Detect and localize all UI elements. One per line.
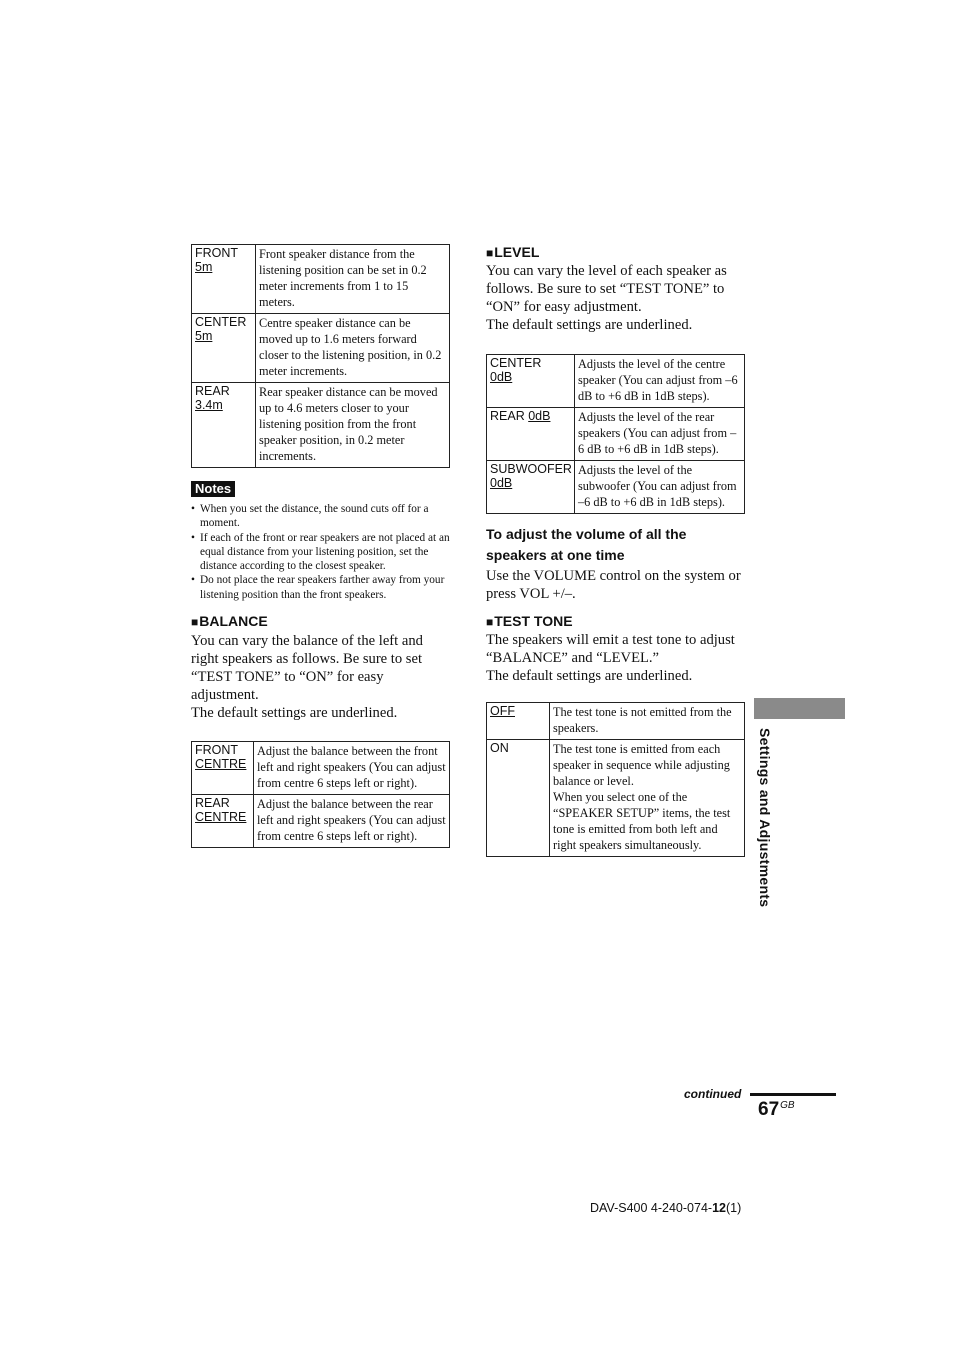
row-description: Adjust the balance between the rear left and right speakers (You can adjust from centre 6 steps left or right). (254, 795, 450, 848)
row-default: CENTRE (195, 757, 247, 772)
row-default: 0dB (528, 409, 551, 423)
row-default: CENTRE (195, 810, 247, 825)
row-description: The test tone is not emitted from the speakers. (550, 703, 745, 740)
table-row (487, 461, 745, 514)
page-number: $67^{GB}$ (758, 1099, 795, 1120)
test-tone-table (486, 702, 745, 857)
notes-list (191, 502, 450, 602)
document-code: DAV-S400 4-240-074-12(1) (590, 1201, 742, 1215)
level-default-note: The default settings are underlined. (486, 317, 693, 333)
section-tab-marker (754, 698, 845, 719)
distance-table (191, 244, 450, 468)
test-tone-intro: The speakers will emit a test tone to adjust “BALANCE” and “LEVEL.” (486, 632, 735, 666)
test-tone-heading: ■TEST TONE (486, 613, 573, 629)
test-tone-default-note: The default settings are underlined. (486, 668, 693, 684)
table-row (192, 383, 450, 468)
notes-badge: Notes (191, 481, 235, 497)
section-side-label: Settings and Adjustments (757, 728, 773, 908)
left-column (191, 244, 450, 848)
page-suffix: GB (780, 1100, 795, 1111)
row-description: Front speaker distance from the listening position can be set in 0.2 meter increments from 1 to 15 meters. (256, 245, 450, 314)
table-row (192, 245, 450, 314)
volume-heading: To adjust the volume of all the speakers at one time (486, 526, 687, 563)
row-label: REAR (490, 409, 525, 423)
table-row (487, 408, 745, 461)
row-description: Adjusts the level of the centre speaker (You can adjust from –6 dB to +6 dB in 1dB steps). (575, 355, 745, 408)
row-label: SUBWOOFER (490, 462, 572, 476)
row-description: Adjust the balance between the front left and right speakers (You can adjust from centre 6 steps left or right). (254, 742, 450, 795)
square-bullet-icon: ■ (486, 246, 494, 260)
balance-intro: You can vary the balance of the left and right speakers as follows. Be sure to set “TEST TONE” to “ON” for easy adjustment. (191, 633, 423, 704)
right-column (486, 244, 745, 857)
balance-default-note: The default settings are underlined. (191, 705, 398, 722)
row-default: 0dB (490, 370, 513, 384)
row-label: ON (490, 741, 509, 755)
row-default: 5m (195, 260, 213, 274)
continued-rule (750, 1093, 836, 1096)
row-default: 5m (195, 329, 213, 343)
row-label: OFF (490, 704, 515, 718)
row-description: Adjusts the level of the rear speakers (You can adjust from –6 dB to +6 dB in 1dB steps). (575, 408, 745, 461)
square-bullet-icon: ■ (486, 615, 494, 629)
row-description: Centre speaker distance can be moved up to 1.6 meters forward closer to the listening position, in 0.2 meter increments. (256, 314, 450, 383)
row-description: The test tone is emitted from each speaker in sequence while adjusting balance or level. When you select one of the “SPEAKER SETUP” items, the test tone is emitted from both left and right speakers simultaneously. (550, 740, 745, 857)
table-row (487, 740, 745, 857)
row-default: 3.4m (195, 398, 223, 412)
note-item: • When you set the distance, the sound cuts off for a moment. (191, 502, 450, 531)
level-intro: You can vary the level of each speaker as follows. Be sure to set “TEST TONE” to “ON” for easy adjustment. (486, 263, 727, 315)
volume-para: Use the VOLUME control on the system or press VOL +/–. (486, 568, 741, 602)
table-row (192, 795, 450, 848)
level-table (486, 354, 745, 514)
row-description: Rear speaker distance can be moved up to 4.6 meters closer to your listening position from the front speaker position, in 0.2 meter increments. (256, 383, 450, 468)
level-heading: ■LEVEL (486, 244, 540, 260)
row-label: FRONT (195, 743, 239, 758)
row-description: Adjusts the level of the subwoofer (You can adjust from –6 dB to +6 dB in 1dB steps). (575, 461, 745, 514)
table-row (487, 703, 745, 740)
note-item: • Do not place the rear speakers farther away from your listening position than the front speakers. (191, 573, 450, 602)
row-default: 0dB (490, 476, 513, 490)
row-label: FRONT (195, 246, 239, 260)
table-row (192, 742, 450, 795)
table-row (192, 314, 450, 383)
row-label: CENTER (490, 356, 542, 370)
table-row (487, 355, 745, 408)
square-bullet-icon: ■ (191, 615, 199, 630)
balance-heading: ■BALANCE (191, 613, 268, 630)
balance-table (191, 741, 450, 848)
note-item: • If each of the front or rear speakers are not placed at an equal distance from your listening position, set the distance according to the closest speaker. (191, 531, 450, 574)
notes-section (191, 480, 450, 602)
row-label: REAR (195, 384, 230, 398)
continued-label: continued (684, 1087, 742, 1101)
row-label: REAR (195, 796, 230, 811)
row-label: CENTER (195, 315, 247, 329)
